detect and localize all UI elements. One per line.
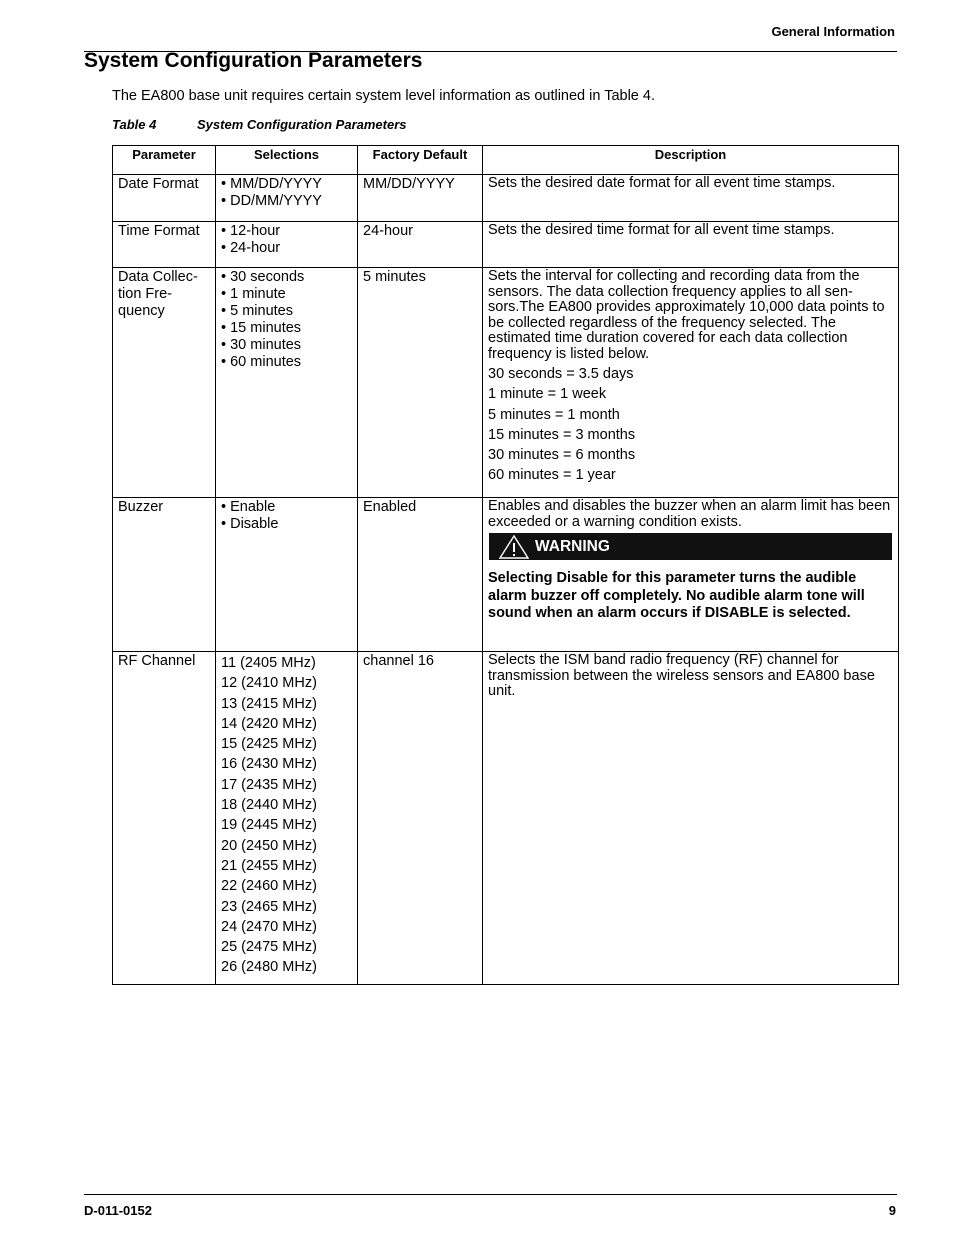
warning-banner xyxy=(489,533,892,560)
selection-item: • 5 minutes xyxy=(221,303,352,320)
parameter-cell: Date Format xyxy=(113,175,216,222)
document-number: D-011-0152 xyxy=(84,1203,152,1218)
table-row xyxy=(113,175,899,222)
selection-item: • 15 minutes xyxy=(221,320,352,337)
header-factory-default: Factory Default xyxy=(358,146,483,175)
default-cell: channel 16 xyxy=(358,652,483,985)
table-caption-title: System Configuration Parameters xyxy=(197,117,407,132)
system-configuration-table xyxy=(112,145,899,985)
selection-item: • 30 minutes xyxy=(221,337,352,354)
selection-item: • DD/MM/YYYY xyxy=(221,193,352,210)
description-text: Enables and disables the buzzer when an alarm limit has been exceeded or a warning condition exists. xyxy=(488,498,891,530)
selection-item: 15 (2425 MHz) xyxy=(221,736,317,753)
default-cell: 24-hour xyxy=(358,222,483,268)
selection-item: 26 (2480 MHz) xyxy=(221,959,317,976)
table-caption-label: Table 4 xyxy=(112,117,157,132)
description-cell xyxy=(483,498,899,652)
duration-item: 60 minutes = 1 year xyxy=(488,467,616,484)
description-cell xyxy=(483,268,899,498)
parameter-cell: Data Collec- tion Fre- quency xyxy=(113,268,216,498)
selection-item: • 60 minutes xyxy=(221,354,352,371)
table-row xyxy=(113,652,899,985)
warning-label: WARNING xyxy=(535,538,610,555)
selection-item: 24 (2470 MHz) xyxy=(221,918,317,935)
selection-item: 14 (2420 MHz) xyxy=(221,715,317,732)
table-header-row xyxy=(113,146,899,175)
selection-item: 20 (2450 MHz) xyxy=(221,837,317,854)
header-selections: Selections xyxy=(216,146,358,175)
header-parameter: Parameter xyxy=(113,146,216,175)
table-row xyxy=(113,222,899,268)
selections-cell xyxy=(216,652,358,985)
selection-item: 21 (2455 MHz) xyxy=(221,857,317,874)
selections-cell xyxy=(216,222,358,268)
selection-item: • MM/DD/YYYY xyxy=(221,176,352,193)
selection-item: 12 (2410 MHz) xyxy=(221,675,317,692)
selection-item: 23 (2465 MHz) xyxy=(221,898,317,915)
duration-item: 15 minutes = 3 months xyxy=(488,426,636,443)
selection-item: 19 (2445 MHz) xyxy=(221,817,317,834)
default-cell: MM/DD/YYYY xyxy=(358,175,483,222)
table-row xyxy=(113,268,899,498)
selection-item: • 24-hour xyxy=(221,240,352,257)
intro-paragraph: The EA800 base unit requires certain system level information as outlined in Table 4. xyxy=(112,88,655,104)
description-cell xyxy=(483,222,899,268)
parameter-cell: RF Channel xyxy=(113,652,216,985)
footer-rule xyxy=(84,1194,897,1195)
description-cell xyxy=(483,175,899,222)
page-title: System Configuration Parameters xyxy=(84,49,423,72)
selection-item: 11 (2405 MHz) xyxy=(221,655,316,671)
selections-cell xyxy=(216,175,358,222)
duration-item: 30 seconds = 3.5 days xyxy=(488,366,634,382)
parameter-cell: Buzzer xyxy=(113,498,216,652)
description-text: Sets the desired time format for all event time stamps. xyxy=(488,222,835,238)
selection-item: 22 (2460 MHz) xyxy=(221,878,317,895)
table-caption xyxy=(112,117,407,132)
duration-item: 5 minutes = 1 month xyxy=(488,406,620,423)
selections-cell xyxy=(216,498,358,652)
default-cell: 5 minutes xyxy=(358,268,483,498)
selection-item: • 12-hour xyxy=(221,223,352,240)
running-header: General Information xyxy=(771,24,895,39)
warning-triangle-icon xyxy=(499,535,529,559)
duration-item: 30 minutes = 6 months xyxy=(488,447,636,464)
rf-channel-list xyxy=(221,653,352,978)
header-description: Description xyxy=(483,146,899,175)
selection-item: 17 (2435 MHz) xyxy=(221,776,317,793)
selection-item: 13 (2415 MHz) xyxy=(221,695,317,712)
selections-cell xyxy=(216,268,358,498)
selection-item: • 1 minute xyxy=(221,286,352,303)
description-text: Sets the desired date format for all event time stamps. xyxy=(488,175,836,191)
default-cell: Enabled xyxy=(358,498,483,652)
selection-item: • Disable xyxy=(221,516,352,533)
parameter-cell: Time Format xyxy=(113,222,216,268)
selection-item: • 30 seconds xyxy=(221,269,352,286)
selection-item: 25 (2475 MHz) xyxy=(221,939,317,956)
selection-item: • Enable xyxy=(221,499,352,516)
table-row xyxy=(113,498,899,652)
page-number: 9 xyxy=(888,1203,896,1218)
duration-list xyxy=(488,364,893,486)
warning-text: Selecting Disable for this parameter turns the audible alarm buzzer off completely. No audible alarm tone will sound when an alarm occurs if DISABLE is selected. xyxy=(488,570,865,621)
description-text: Selects the ISM band radio frequency (RF) channel for transmission between the wireless sensors and EA800 base unit. xyxy=(488,652,875,699)
duration-item: 1 minute = 1 week xyxy=(488,386,607,403)
selection-item: 18 (2440 MHz) xyxy=(221,797,317,814)
selection-item: 16 (2430 MHz) xyxy=(221,756,317,773)
description-cell xyxy=(483,652,899,985)
description-text: Sets the interval for collecting and recording data from the sensors. The data collection frequency applies to all sen-sors.The EA800 provides approximately 10,000 data points to be collected regardless of the frequency selected. The estimated time duration covered for each data collection frequency is listed below. xyxy=(488,268,885,362)
